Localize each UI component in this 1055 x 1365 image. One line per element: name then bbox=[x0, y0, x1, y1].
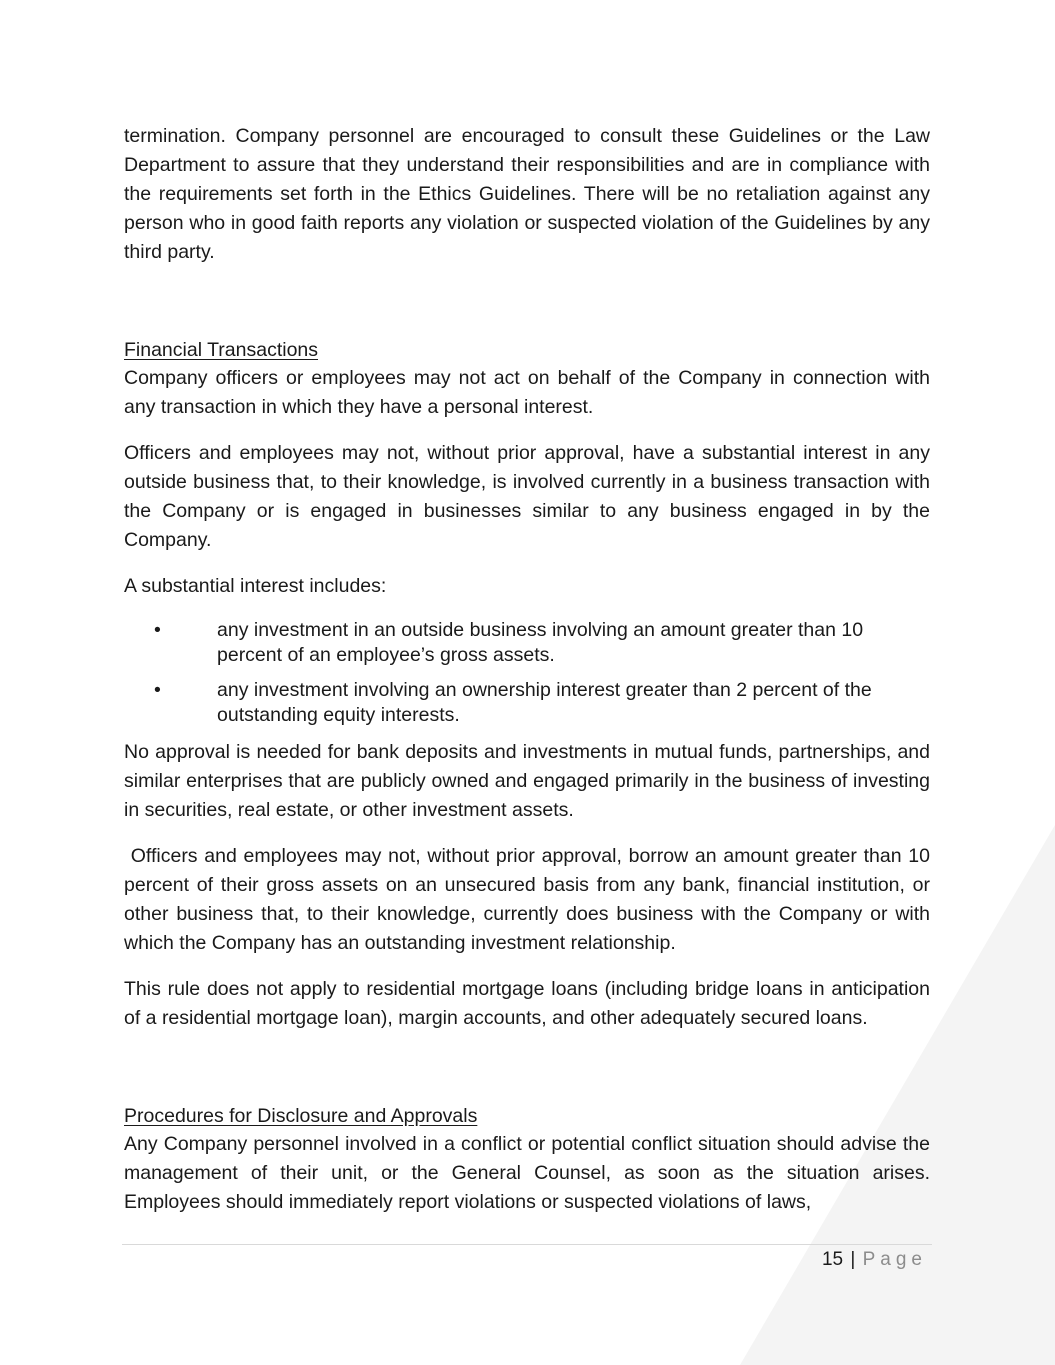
intro-paragraph: termination. Company personnel are encouraged to consult these Guidelines or the Law Department to assure that they understand their responsibilities and are in compliance with the requirements set forth in the Ethics Guidelines. There will be no retaliation against any person who in good faith reports any violation or suspected violation of the Guidelines by any third party. bbox=[124, 125, 930, 263]
mortgage-exception-paragraph: This rule does not apply to residential mortgage loans (including bridge loans in anticipation of a residential mortgage loan), margin accounts, and other adequately secured loans. bbox=[124, 978, 930, 1029]
substantial-interest-paragraph: Officers and employees may not, without prior approval, have a substantial interest in any outside business that, to their knowledge, is involved currently in a business transaction with the Company or is engaged in businesses similar to any business engaged in by the Company. bbox=[124, 442, 930, 551]
page-number: 15 bbox=[821, 1249, 844, 1270]
section-spacer bbox=[124, 267, 930, 337]
page-footer bbox=[822, 1248, 927, 1272]
page-content bbox=[124, 122, 936, 1217]
footer-separator: | bbox=[850, 1249, 856, 1270]
page-label: Page bbox=[862, 1249, 927, 1270]
disclosure-heading: Procedures for Disclosure and Approvals bbox=[124, 1105, 478, 1127]
bullet-icon: • bbox=[154, 619, 161, 641]
section-spacer bbox=[124, 1033, 930, 1103]
disclosure-paragraph: Any Company personnel involved in a conflict or potential conflict situation should advise the management of their unit, or the General Counsel, as soon as the situation arises. Employees should immediately report violations or suspected violations of laws, bbox=[124, 1133, 930, 1213]
list-item bbox=[124, 678, 930, 728]
disclosure-section bbox=[124, 1103, 930, 1217]
no-approval-paragraph: No approval is needed for bank deposits and investments in mutual funds, partnerships, and similar enterprises that are publicly owned and engaged primarily in the business of investing in securities, real estate, or other investment assets. bbox=[124, 741, 930, 821]
list-item bbox=[124, 618, 930, 668]
footer-divider bbox=[122, 1244, 932, 1245]
list-item-text: any investment in an outside business involving an amount greater than 10 percent of an employee’s gross assets. bbox=[217, 619, 864, 666]
financial-transactions-section bbox=[124, 337, 936, 1033]
bullet-icon: • bbox=[154, 679, 161, 701]
substantial-interest-list bbox=[124, 618, 930, 728]
substantial-interest-intro: A substantial interest includes: bbox=[124, 575, 387, 597]
personal-interest-paragraph: Company officers or employees may not act on behalf of the Company in connection with any transaction in which they have a personal interest. bbox=[124, 367, 930, 418]
list-item-text: any investment involving an ownership interest greater than 2 percent of the outstanding equity interests. bbox=[217, 679, 872, 726]
borrowing-paragraph: Officers and employees may not, without prior approval, borrow an amount greater than 10 percent of their gross assets on an unsecured basis from any bank, financial institution, or other business that, to their knowledge, currently does business with the Company or with which the Company has an outstanding investment relationship. bbox=[124, 845, 936, 954]
financial-transactions-heading: Financial Transactions bbox=[124, 339, 319, 361]
